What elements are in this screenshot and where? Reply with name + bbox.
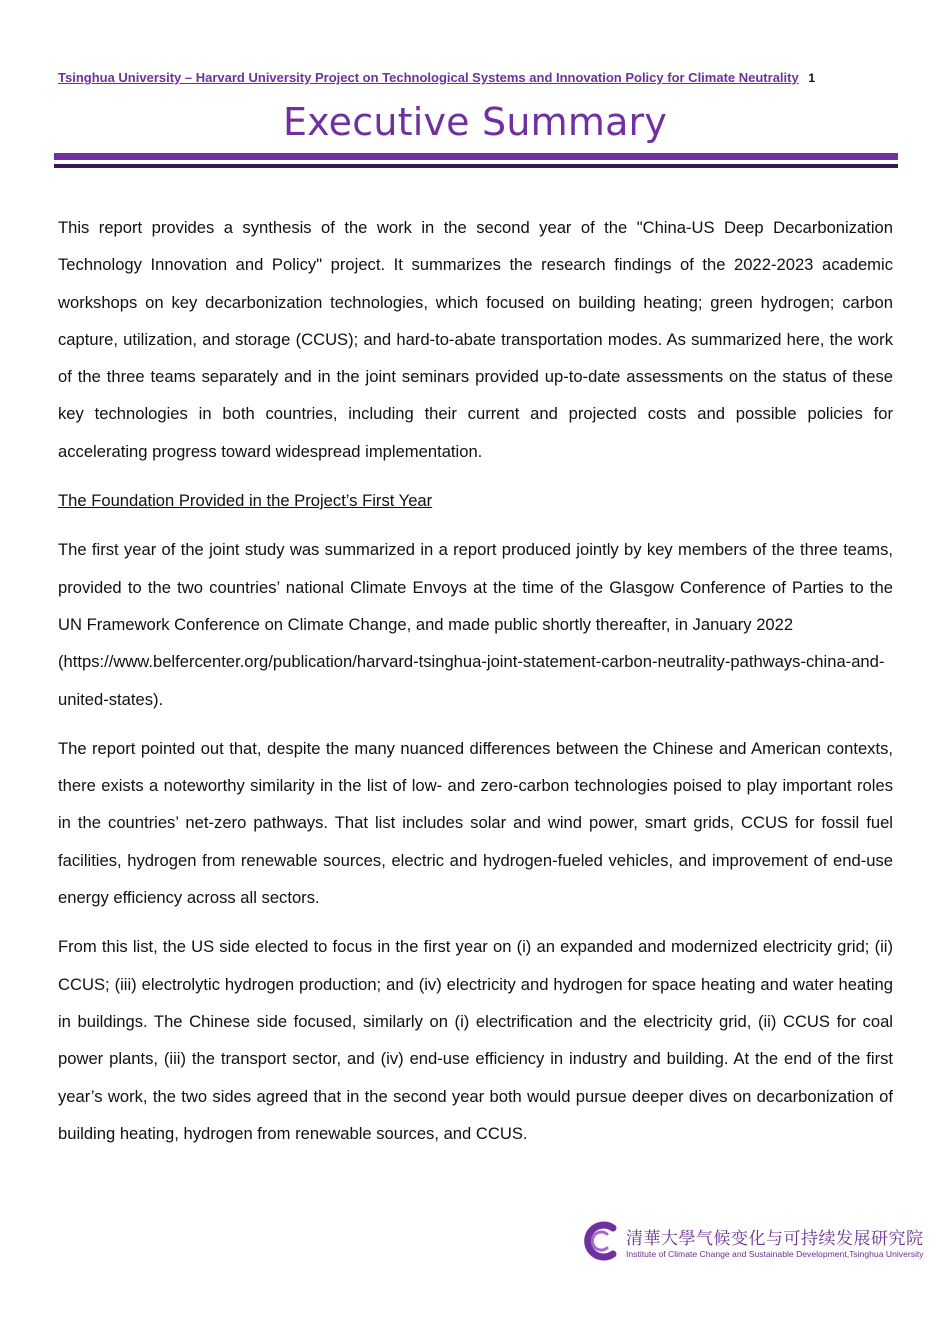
title-rule-thick [54, 153, 898, 160]
first-year-paragraph [58, 531, 893, 717]
body-content [58, 209, 893, 1164]
running-header [58, 70, 892, 85]
institute-name-en: Institute of Climate Change and Sustainable Development,Tsinghua University [626, 1249, 924, 1259]
belfer-link[interactable]: (https://www.belfercenter.org/publication/harvard-tsinghua-joint-statement-carbon-neutrality-pathways-china-and-united-states). [58, 652, 885, 709]
report-findings-paragraph: The report pointed out that, despite the many nuanced differences between the Chinese and American contexts, there exists a noteworthy similarity in the list of low- and zero-carbon technologies poised to play important roles in the countries’ net-zero pathways. That list includes solar and wind power, smart grids, CCUS for fossil fuel facilities, hydrogen from renewable sources, electric and hydrogen-fueled vehicles, and improvement of end-use energy efficiency across all sectors. [58, 738, 893, 908]
title-rule-thin [54, 164, 898, 168]
page-number: 1 [808, 71, 816, 85]
page-title: Executive Summary [282, 100, 668, 144]
running-title[interactable]: Tsinghua University – Harvard University Project on Technological Systems and Innovation Policy for Climate Neutrality [58, 70, 799, 85]
institute-name-zh: 清華大學气候变化与可持续发展研究院 [626, 1229, 924, 1249]
focus-areas-paragraph: From this list, the US side elected to focus in the first year on (i) an expanded and modernized electricity grid; (ii) CCUS; (iii) electrolytic hydrogen production; and (iv) electricity and hydrogen for space heating and water heating in buildings. The Chinese side focused, similarly on (i) electrification and the electricity grid, (ii) CCUS for coal power plants, (iii) the transport sector, and (iv) end-use efficiency in industry and building. At the end of the first year’s work, the two sides agreed that in the second year both would pursue deeper dives on decarbonization of building heating, hydrogen from renewable sources, and CCUS. [58, 937, 893, 1143]
institute-c-logo-icon [580, 1220, 620, 1262]
section-heading: The Foundation Provided in the Project’s First Year [58, 491, 433, 511]
intro-paragraph: This report provides a synthesis of the work in the second year of the "China-US Deep Decarbonization Technology Innovation and Policy" project. It summarizes the research findings of the 2022-2023 academic workshops on key decarbonization technologies, which focused on building heating; green hydrogen; carbon capture, utilization, and storage (CCUS); and hard-to-abate transportation modes. As summarized here, the work of the three teams separately and in the joint seminars provided up-to-date assessments on the status of these key technologies in both countries, including their current and projected costs and possible policies for accelerating progress toward widespread implementation. [58, 218, 893, 461]
institute-logo [580, 1220, 924, 1264]
first-year-text: The first year of the joint study was summarized in a report produced jointly by key members of the three teams, provided to the two countries’ national Climate Envoys at the time of the Glasgow Conference of Parties to the UN Framework Conference on Climate Change, and made public shortly thereafter, in January 2022 [58, 540, 893, 634]
